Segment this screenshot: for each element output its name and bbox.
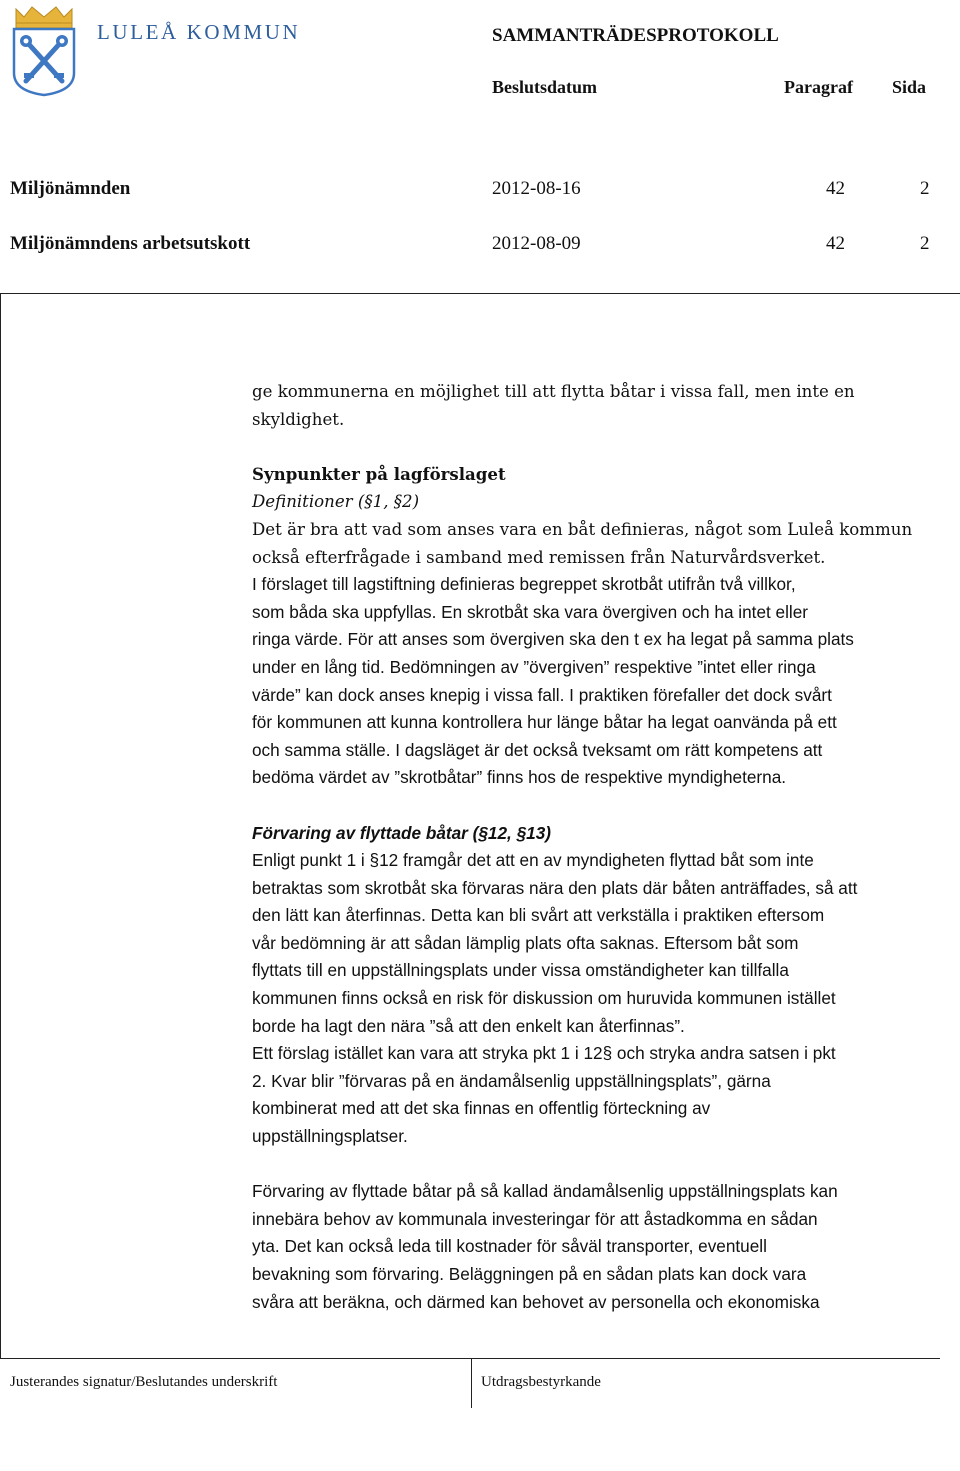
- text-line: Det är bra att vad som anses vara en båt definieras, något som Luleå kommun: [252, 519, 913, 539]
- text-line: Enligt punkt 1 i §12 framgår det att en av myndigheten flyttad båt som inte: [252, 850, 814, 871]
- text-line: skyldighet.: [252, 409, 345, 429]
- text-line: I förslaget till lagstiftning definieras begreppet skrotbåt utifrån två villkor,: [252, 574, 796, 595]
- text-line: Ett förslag istället kan vara att stryka pkt 1 i 12§ och stryka andra satsen i pkt: [252, 1043, 836, 1064]
- footer-column-divider: [471, 1358, 472, 1408]
- text-line: yta. Det kan också leda till kostnader för såväl transporter, eventuell: [252, 1236, 767, 1257]
- text-line: den lätt kan återfinnas. Detta kan bli svårt att verkställa i praktiken eftersom: [252, 905, 825, 926]
- meeting-page: 2: [920, 178, 930, 199]
- left-margin-rule: [0, 293, 1, 1359]
- text-line: svåra att beräkna, och därmed kan behovet av personella och ekonomiska: [252, 1291, 820, 1312]
- text-line: borde ha lagt den nära ”så att den enkelt kan återfinnas”.: [252, 1015, 685, 1036]
- text-line: bevakning som förvaring. Beläggningen på en sådan plats kan dock vara: [252, 1264, 807, 1284]
- meeting-body: Miljönämnden: [10, 178, 131, 199]
- text-line: under en lång tid. Bedömningen av ”övergiven” respektive ”intet eller ringa: [252, 656, 816, 677]
- section-heading: Synpunkter på lagförslaget: [252, 463, 506, 484]
- text-line: och samma ställe. I dagsläget är det också tveksamt om rätt kompetens att: [252, 739, 823, 760]
- text-line: som båda ska uppfyllas. En skrotbåt ska vara övergiven och ha intet eller: [252, 601, 809, 622]
- column-header-decision-date: Beslutsdatum: [492, 77, 598, 97]
- header-divider: [0, 293, 960, 294]
- meeting-paragraph: 42: [826, 233, 845, 254]
- meeting-page: 2: [920, 233, 930, 254]
- text-line: bedöma värdet av ”skrotbåtar” finns hos de respektive myndigheterna.: [252, 767, 787, 788]
- text-line: kommunen finns också en risk för diskussion om huruvida kommunen istället: [252, 988, 836, 1009]
- column-header-page: Sida: [892, 77, 927, 97]
- signature-label: Justerandes signatur/Beslutandes underskrift: [10, 1374, 278, 1390]
- text-line: kombinerat med att det ska finnas en offentlig förteckning av: [252, 1098, 711, 1119]
- text-line: innebära behov av kommunala investeringar för att åstadkomma en sådan: [252, 1208, 818, 1229]
- subsection-heading: Definitioner (§1, §2): [252, 492, 420, 512]
- text-line: Förvaring av flyttade båtar på så kallad ändamålsenlig uppställningsplats kan: [252, 1181, 838, 1202]
- extract-certification-label: Utdragsbestyrkande: [481, 1374, 601, 1390]
- lulea-kommun-coat-of-arms-icon: [10, 5, 78, 97]
- text-line: ge kommunerna en möjlighet till att flytta båtar i vissa fall, men inte en: [252, 382, 855, 401]
- text-line: också efterfrågade i samband med remissen från Naturvårdsverket.: [252, 547, 826, 567]
- org-name: LULEÅ KOMMUN: [97, 20, 301, 44]
- text-line: uppställningsplatser.: [252, 1126, 408, 1147]
- column-header-paragraph: Paragraf: [784, 77, 853, 97]
- meeting-date: 2012-08-09: [492, 233, 581, 254]
- document-body: [252, 378, 960, 1316]
- text-line: för kommunen att kunna kontrollera hur länge båtar ha legat oanvända på ett: [252, 712, 837, 733]
- section-heading: Förvaring av flyttade båtar (§12, §13): [252, 822, 551, 843]
- meeting-date: 2012-08-16: [492, 178, 581, 199]
- meeting-body: Miljönämndens arbetsutskott: [10, 233, 251, 254]
- meeting-paragraph: 42: [826, 178, 845, 199]
- text-line: värde” kan dock anses knepig i vissa fall. I praktiken förefaller det dock svårt: [252, 684, 832, 705]
- text-line: ringa värde. För att anses som övergiven ska den t ex ha legat på samma plats: [252, 629, 854, 650]
- text-line: betraktas som skrotbåt ska förvaras nära den plats där båten anträffades, så att: [252, 877, 858, 898]
- document-type: SAMMANTRÄDESPROTOKOLL: [492, 25, 779, 46]
- text-line: vår bedömning är att sådan lämplig plats ofta saknas. Eftersom båt som: [252, 932, 799, 953]
- footer-divider: [0, 1358, 940, 1359]
- text-line: 2. Kvar blir ”förvaras på en ändamålsenlig uppställningsplats”, gärna: [252, 1070, 771, 1091]
- text-line: flyttats till en uppställningsplats under vissa omständigheter kan tillfalla: [252, 960, 789, 981]
